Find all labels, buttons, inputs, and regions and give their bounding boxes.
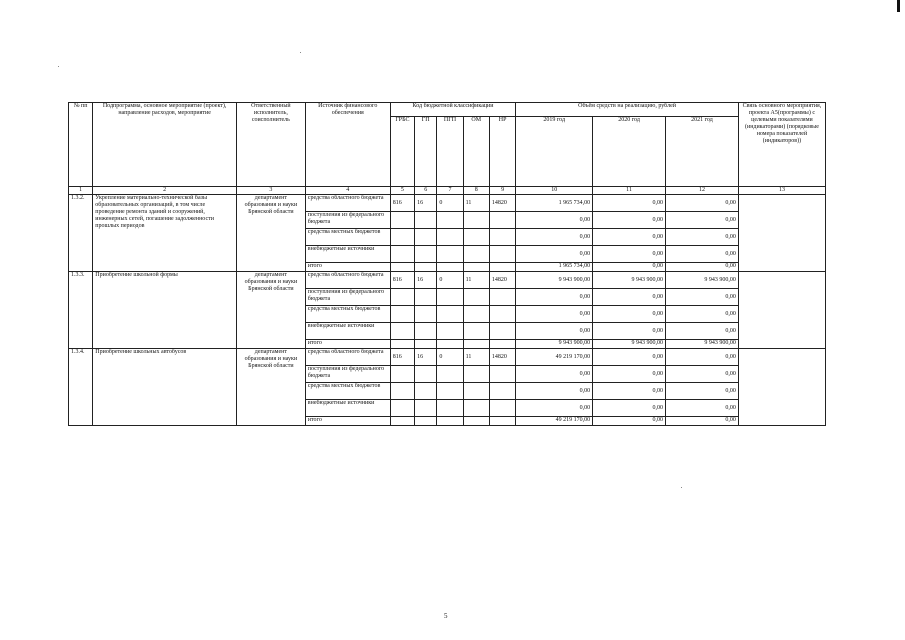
value-2019: 0,00 — [516, 246, 593, 263]
code-grbs: 816 — [390, 195, 414, 212]
code-gp: 16 — [415, 272, 437, 289]
value-2021: 0,00 — [666, 246, 739, 263]
col-number: 10 — [516, 187, 593, 195]
header-code-gp: ГП — [415, 117, 437, 187]
header-subprogram: Подпрограмма, основное мероприятие (проект), направление расходов, мероприятие — [93, 103, 237, 187]
header-year-2019: 2019 год — [516, 117, 593, 187]
value-2021: 0,00 — [666, 400, 739, 417]
code-om: 11 — [463, 195, 489, 212]
code-pgp: 0 — [437, 349, 463, 366]
value-2019: 0,00 — [516, 306, 593, 323]
header-no: № пп — [69, 103, 93, 187]
value-2021: 0,00 — [666, 289, 739, 306]
value-2019: 0,00 — [516, 212, 593, 229]
value-2021: 0,00 — [666, 383, 739, 400]
value-2020: 0,00 — [593, 195, 666, 212]
measure-name: Приобретение школьной формы — [93, 272, 237, 349]
col-number: 13 — [738, 187, 825, 195]
header-code-grbs: ГРБС — [390, 117, 414, 187]
measure-name: Укрепление материально-технической базы образовательных организаций, в том числе проведение ремонта зданий и сооружений, инженерных сетей, погашение задолженности прошлых периодов — [93, 195, 237, 272]
value-2020: 9 943 900,00 — [593, 272, 666, 289]
value-2019: 0,00 — [516, 289, 593, 306]
code-grbs: 816 — [390, 349, 414, 366]
col-number: 11 — [593, 187, 666, 195]
header-year-2020: 2020 год — [593, 117, 666, 187]
source-total: итого — [305, 417, 390, 426]
value-2021: 0,00 — [666, 212, 739, 229]
value-2020: 0,00 — [593, 323, 666, 340]
value-2021: 0,00 — [666, 323, 739, 340]
value-2020: 0,00 — [593, 366, 666, 383]
measure-group — [69, 272, 826, 349]
header-year-2021: 2021 год — [666, 117, 739, 187]
total-2021: 0,00 — [666, 417, 739, 426]
indicator-link — [738, 349, 825, 426]
code-nr: 14820 — [489, 195, 515, 212]
value-2021: 0,00 — [666, 366, 739, 383]
source-federal: поступления из федерального бюджета — [305, 289, 390, 306]
source-regional: средства областного бюджета — [305, 195, 390, 212]
value-2021: 0,00 — [666, 229, 739, 246]
total-2019: 49 219 170,00 — [516, 417, 593, 426]
value-2019: 0,00 — [516, 383, 593, 400]
value-2019: 0,00 — [516, 229, 593, 246]
measure-name: Приобретение школьных автобусов — [93, 349, 237, 426]
value-2019: 9 943 900,00 — [516, 272, 593, 289]
source-federal: поступления из федерального бюджета — [305, 366, 390, 383]
total-2020: 9 943 900,00 — [593, 340, 666, 349]
source-extra: внебюджетные источники — [305, 323, 390, 340]
measure-group — [69, 349, 826, 426]
col-number: 12 — [666, 187, 739, 195]
col-number: 5 — [390, 187, 414, 195]
col-number: 6 — [415, 187, 437, 195]
scan-edge-mark — [897, 0, 900, 12]
source-extra: внебюджетные источники — [305, 400, 390, 417]
measure-executor: департамент образования и науки Брянской области — [236, 272, 305, 349]
budget-table — [68, 102, 826, 426]
value-2021: 0,00 — [666, 349, 739, 366]
col-number: 4 — [305, 187, 390, 195]
source-federal: поступления из федерального бюджета — [305, 212, 390, 229]
total-2021: 9 943 900,00 — [666, 340, 739, 349]
total-2020: 0,00 — [593, 417, 666, 426]
total-2019: 9 943 900,00 — [516, 340, 593, 349]
code-om: 11 — [463, 272, 489, 289]
value-2020: 0,00 — [593, 383, 666, 400]
total-2021: 0,00 — [666, 263, 739, 272]
header-executor: Ответственный исполнитель, соисполнитель — [236, 103, 305, 187]
total-2019: 1 965 734,00 — [516, 263, 593, 272]
header-code-pgp: ПГП — [437, 117, 463, 187]
source-local: средства местных бюджетов — [305, 229, 390, 246]
source-regional: средства областного бюджета — [305, 272, 390, 289]
scan-speck — [681, 487, 682, 488]
header-link: Связь основного мероприятия, проекта А5(программы) с целевыми показателями (индикаторами) (порядковые номера показателей (индикаторов)) — [738, 103, 825, 187]
measure-number: 1.3.2. — [69, 195, 93, 272]
source-total: итого — [305, 340, 390, 349]
header-code-nr: НР — [489, 117, 515, 187]
measure-number: 1.3.4. — [69, 349, 93, 426]
measure-executor: департамент образования и науки Брянской области — [236, 349, 305, 426]
value-2020: 0,00 — [593, 212, 666, 229]
indicator-link — [738, 195, 825, 272]
code-gp: 16 — [415, 195, 437, 212]
value-2020: 0,00 — [593, 400, 666, 417]
code-nr: 14820 — [489, 272, 515, 289]
source-local: средства местных бюджетов — [305, 383, 390, 400]
measure-number: 1.3.3. — [69, 272, 93, 349]
value-2021: 0,00 — [666, 195, 739, 212]
value-2019: 0,00 — [516, 400, 593, 417]
header-code-om: ОМ — [463, 117, 489, 187]
scan-speck — [300, 52, 301, 53]
value-2020: 0,00 — [593, 349, 666, 366]
value-2020: 0,00 — [593, 306, 666, 323]
col-number: 9 — [489, 187, 515, 195]
value-2019: 49 219 170,00 — [516, 349, 593, 366]
value-2021: 0,00 — [666, 306, 739, 323]
page-number: 5 — [444, 612, 448, 620]
code-gp: 16 — [415, 349, 437, 366]
code-om: 11 — [463, 349, 489, 366]
measure-executor: департамент образования и науки Брянской области — [236, 195, 305, 272]
source-total: итого — [305, 263, 390, 272]
code-nr: 14820 — [489, 349, 515, 366]
source-local: средства местных бюджетов — [305, 306, 390, 323]
source-regional: средства областного бюджета — [305, 349, 390, 366]
code-pgp: 0 — [437, 195, 463, 212]
measure-group — [69, 195, 826, 272]
code-grbs: 816 — [390, 272, 414, 289]
col-number: 7 — [437, 187, 463, 195]
value-2020: 0,00 — [593, 229, 666, 246]
value-2020: 0,00 — [593, 289, 666, 306]
value-2019: 0,00 — [516, 323, 593, 340]
col-number: 3 — [236, 187, 305, 195]
total-2020: 0,00 — [593, 263, 666, 272]
scan-speck — [58, 66, 59, 67]
header-source: Источник финансового обеспечения — [305, 103, 390, 187]
value-2019: 1 965 734,00 — [516, 195, 593, 212]
value-2019: 0,00 — [516, 366, 593, 383]
code-pgp: 0 — [437, 272, 463, 289]
header-volume: Объём средств на реализацию, рублей — [516, 103, 739, 117]
value-2021: 9 943 900,00 — [666, 272, 739, 289]
value-2020: 0,00 — [593, 246, 666, 263]
col-number: 8 — [463, 187, 489, 195]
header-budget-code: Код бюджетной классификации — [390, 103, 515, 117]
col-number: 1 — [69, 187, 93, 195]
indicator-link — [738, 272, 825, 349]
col-number: 2 — [93, 187, 237, 195]
source-extra: внебюджетные источники — [305, 246, 390, 263]
